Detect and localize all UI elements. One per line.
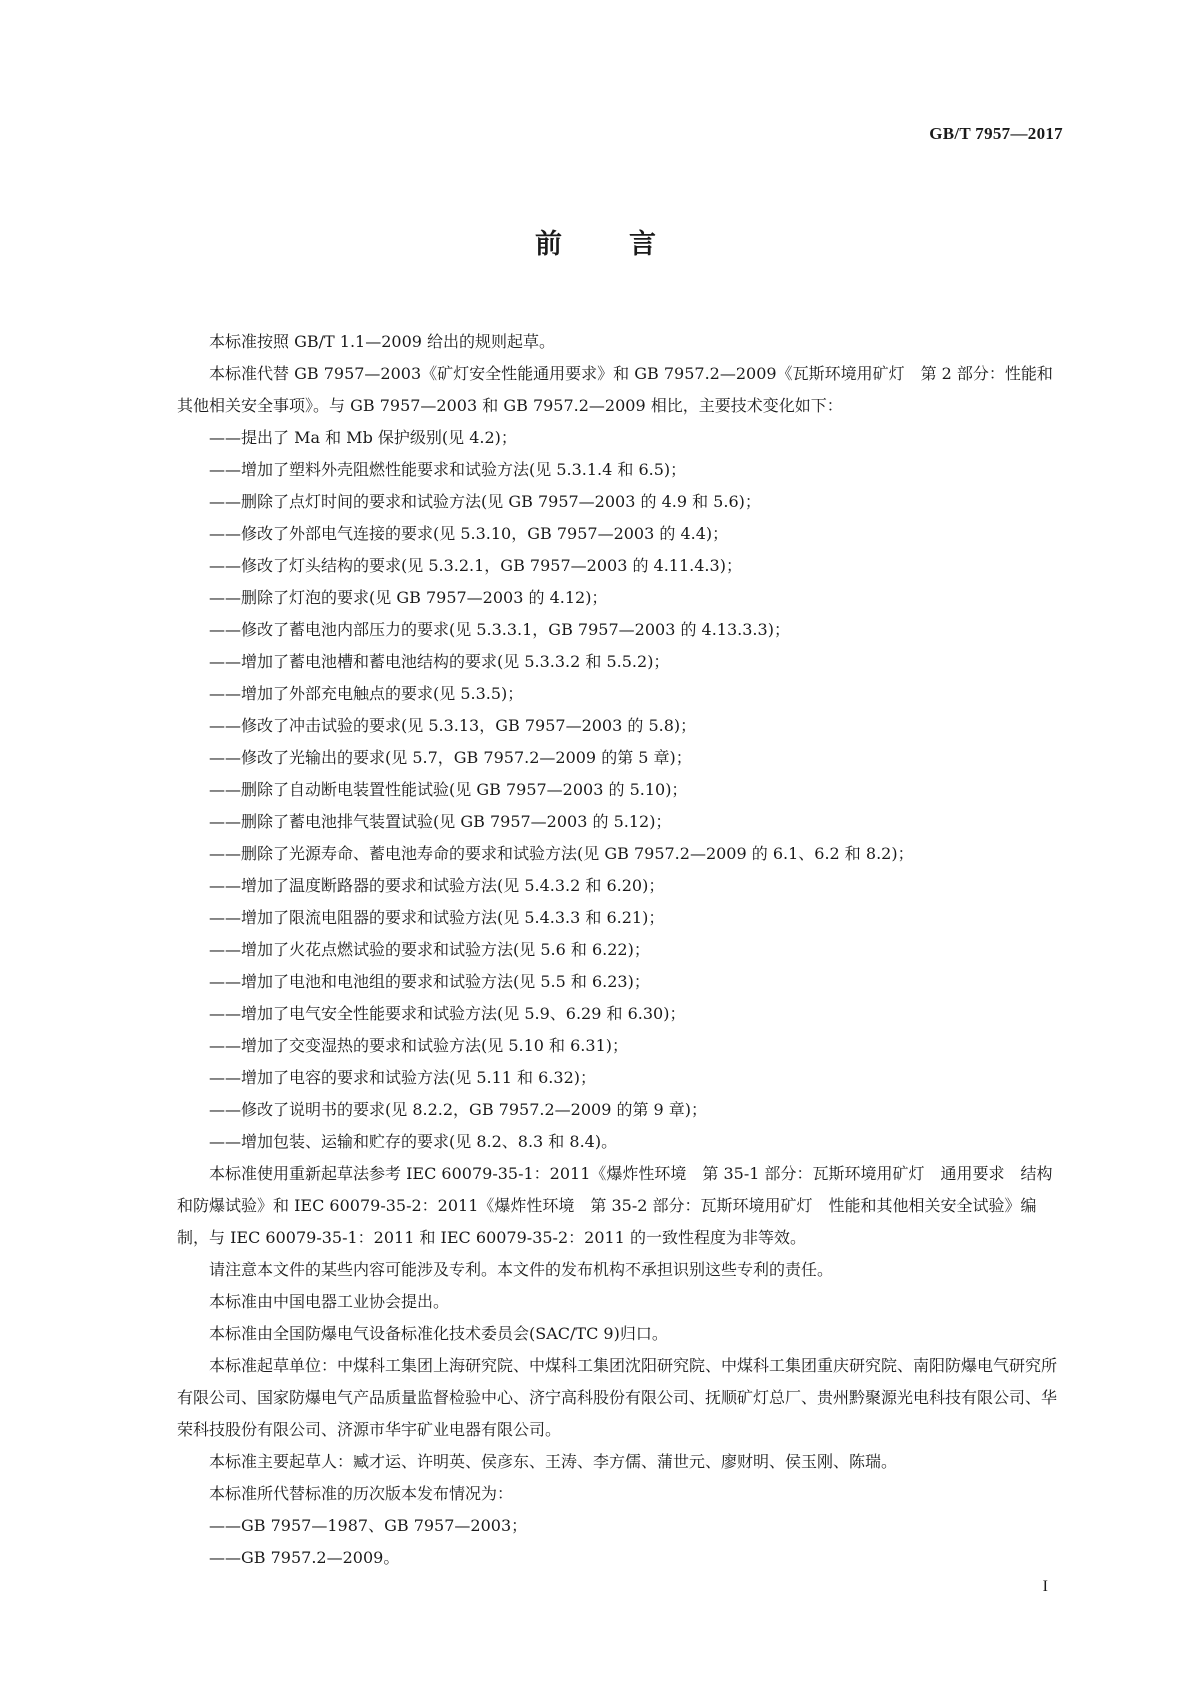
committee-paragraph: 本标准由全国防爆电气设备标准化技术委员会(SAC/TC 9)归口。 (209, 1324, 668, 1343)
document-body (177, 326, 1062, 1574)
list-item: ——增加了电池和电池组的要求和试验方法(见 5.5 和 6.23)； (209, 972, 650, 991)
history-intro: 本标准所代替标准的历次版本发布情况为： (209, 1484, 514, 1503)
page-title: 前 言 (535, 229, 676, 260)
list-item: ——GB 7957—1987、GB 7957—2003； (209, 1516, 528, 1535)
drafting-units-paragraph: 本标准起草单位：中煤科工集团上海研究院、中煤科工集团沈阳研究院、中煤科工集团重庆研究院、南阳防爆电气研究所有限公司、国家防爆电气产品质量监督检验中心、济宁高科股份有限公司、抚顺矿灯总厂、贵州黔聚源光电科技有限公司、华荣科技股份有限公司、济源市华宇矿业电器有限公司。 (177, 1356, 1058, 1439)
list-item: ——修改了外部电气连接的要求(见 5.3.10，GB 7957—2003 的 4.4)； (209, 524, 729, 543)
reference-paragraph: 本标准使用重新起草法参考 IEC 60079-35-1：2011《爆炸性环境 第 35-1 部分：瓦斯环境用矿灯 通用要求 结构和防爆试验》和 IEC 60079-35-2：2011《爆炸性环境 第 35-2 部分：瓦斯环境用矿灯 性能和其他相关安全试验》编制，与 IEC 60079-35-1：2011 和 IEC 60079-35-2：2011 的一致性程度为非等效。 (177, 1164, 1053, 1247)
history-list (177, 1510, 1062, 1574)
list-item: ——修改了蓄电池内部压力的要求(见 5.3.3.1，GB 7957—2003 的 4.13.3.3)； (209, 620, 790, 639)
list-item: ——删除了光源寿命、蓄电池寿命的要求和试验方法(见 GB 7957.2—2009 的 6.1、6.2 和 8.2)； (209, 844, 914, 863)
list-item: ——GB 7957.2—2009。 (209, 1548, 400, 1567)
page-number: I (1042, 1578, 1048, 1595)
drafters-paragraph: 本标准主要起草人：臧才运、许明英、侯彦东、王涛、李方儒、蒲世元、廖财明、侯玉刚、陈瑞。 (209, 1452, 898, 1471)
standard-code: GB/T 7957—2017 (929, 124, 1063, 143)
list-item: ——增加了限流电阻器的要求和试验方法(见 5.4.3.3 和 6.21)； (209, 908, 665, 927)
list-item: ——修改了灯头结构的要求(见 5.3.2.1，GB 7957—2003 的 4.11.4.3)； (209, 556, 742, 575)
list-item: ——删除了点灯时间的要求和试验方法(见 GB 7957—2003 的 4.9 和 5.6)； (209, 492, 761, 511)
intro-paragraph: 本标准代替 GB 7957—2003《矿灯安全性能通用要求》和 GB 7957.2—2009《瓦斯环境用矿灯 第 2 部分：性能和其他相关安全事项》。与 GB 7957—2003 和 GB 7957.2—2009 相比，主要技术变化如下： (177, 364, 1053, 415)
changes-list (177, 422, 1062, 1158)
list-item: ——增加了电气安全性能要求和试验方法(见 5.9、6.29 和 6.30)； (209, 1004, 686, 1023)
patent-notice: 请注意本文件的某些内容可能涉及专利。本文件的发布机构不承担识别这些专利的责任。 (209, 1260, 834, 1279)
list-item: ——增加了温度断路器的要求和试验方法(见 5.4.3.2 和 6.20)； (209, 876, 665, 895)
list-item: ——增加了火花点燃试验的要求和试验方法(见 5.6 和 6.22)； (209, 940, 650, 959)
list-item: ——增加了交变湿热的要求和试验方法(见 5.10 和 6.31)； (209, 1036, 628, 1055)
list-item: ——增加了电容的要求和试验方法(见 5.11 和 6.32)； (209, 1068, 596, 1087)
list-item: ——修改了说明书的要求(见 8.2.2，GB 7957.2—2009 的第 9 章)； (209, 1100, 708, 1119)
list-item: ——增加了塑料外壳阻燃性能要求和试验方法(见 5.3.1.4 和 6.5)； (209, 460, 687, 479)
intro-paragraph: 本标准按照 GB/T 1.1—2009 给出的规则起草。 (209, 332, 556, 351)
list-item: ——增加包装、运输和贮存的要求(见 8.2、8.3 和 8.4)。 (209, 1132, 618, 1151)
list-item: ——删除了灯泡的要求(见 GB 7957—2003 的 4.12)； (209, 588, 608, 607)
proposer-paragraph: 本标准由中国电器工业协会提出。 (209, 1292, 450, 1311)
list-item: ——增加了蓄电池槽和蓄电池结构的要求(见 5.3.3.2 和 5.5.2)； (209, 652, 670, 671)
list-item: ——修改了冲击试验的要求(见 5.3.13，GB 7957—2003 的 5.8)； (209, 716, 697, 735)
list-item: ——删除了自动断电装置性能试验(见 GB 7957—2003 的 5.10)； (209, 780, 688, 799)
list-item: ——提出了 Ma 和 Mb 保护级别(见 4.2)； (209, 428, 517, 447)
list-item: ——修改了光输出的要求(见 5.7，GB 7957.2—2009 的第 5 章)； (209, 748, 692, 767)
list-item: ——增加了外部充电触点的要求(见 5.3.5)； (209, 684, 524, 703)
list-item: ——删除了蓄电池排气装置试验(见 GB 7957—2003 的 5.12)； (209, 812, 672, 831)
